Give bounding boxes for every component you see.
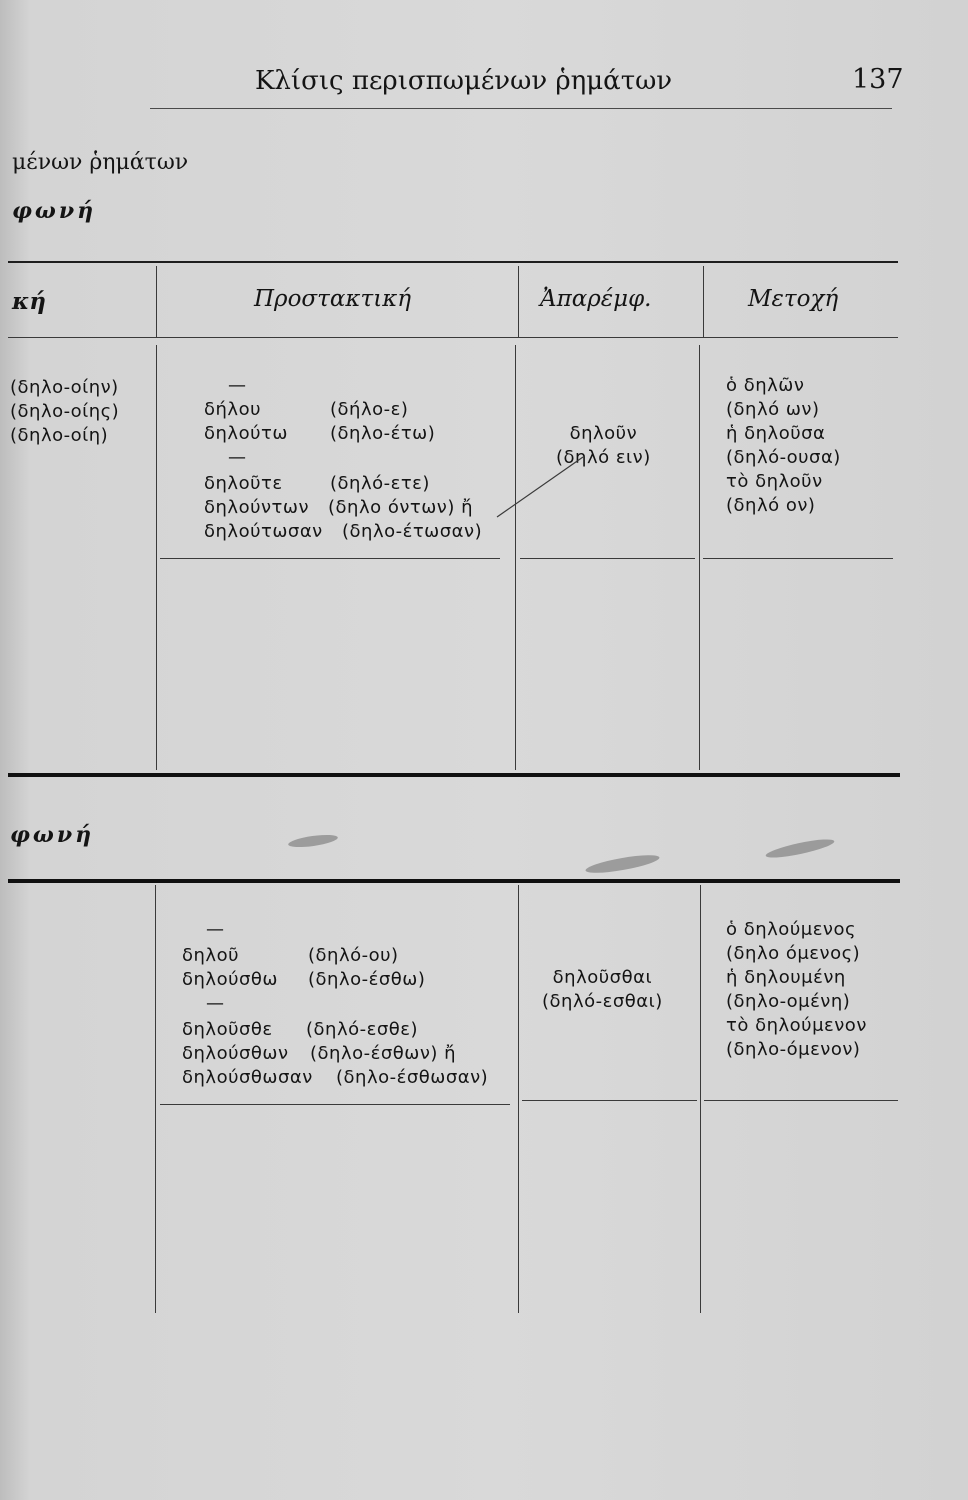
- bottom-imperative-form-2: δηλούσθω: [182, 969, 278, 990]
- top-body-divider-3: [699, 345, 700, 770]
- top-header-divider-2: [518, 266, 519, 338]
- top-inner-rule-infinitive: [520, 558, 695, 559]
- bottom-imperative-form-1: δηλοῦ: [182, 945, 240, 966]
- top-body-divider-1: [156, 345, 157, 770]
- top-inner-rule-imperative: [160, 558, 500, 559]
- bottom-imperative-analysis-2: (δηλο-έσθω): [308, 969, 426, 990]
- bottom-table-rule-top: [8, 879, 900, 883]
- top-infinitive-cell: δηλοῦν (δηλό ειν): [556, 423, 651, 468]
- top-imperative-dash-2: —: [228, 447, 247, 468]
- bottom-imperative-analysis-5: (δηλο-έσθωσαν): [336, 1067, 489, 1088]
- running-title: Κλίσις περισπωμένων ῥημάτων: [255, 66, 673, 96]
- ink-smudge-3: [765, 836, 836, 861]
- top-imperative-analysis-2: (δηλο-έτω): [330, 423, 436, 444]
- bottom-imperative-form-3: δηλοῦσθε: [182, 1019, 273, 1040]
- bottom-imperative-dash-1: —: [206, 919, 225, 940]
- bottom-imperative-analysis-4: (δηλο-έσθων) ἤ: [310, 1043, 457, 1064]
- top-imperative-form-4: δηλούντων: [204, 497, 310, 518]
- top-imperative-analysis-1: (δήλο-ε): [330, 399, 409, 420]
- column-header-infinitive: Ἀπαρέμφ.: [540, 286, 652, 312]
- connector-stroke: [495, 455, 585, 520]
- bottom-inner-rule-participle: [704, 1100, 898, 1101]
- bottom-inner-rule-imperative: [160, 1104, 510, 1105]
- bottom-imperative-form-5: δηλούσθωσαν: [182, 1067, 313, 1088]
- top-body-divider-2: [515, 345, 516, 770]
- top-imperative-analysis-5: (δηλο-έτωσαν): [342, 521, 483, 542]
- bottom-imperative-analysis-3: (δηλό-εσθε): [306, 1019, 419, 1040]
- top-imperative-form-5: δηλούτωσαν: [204, 521, 323, 542]
- bottom-body-divider-3: [700, 885, 701, 1313]
- top-left-cell: (δηλο-οίην) (δηλο-οίης) (δηλο-οίη): [10, 377, 120, 446]
- column-header-imperative: Προστακτική: [254, 286, 412, 312]
- fragment-line-1: μένων ῥημάτων: [12, 150, 189, 175]
- top-header-divider-3: [703, 266, 704, 338]
- top-table-rule-top: [8, 261, 898, 263]
- header-rule: [150, 108, 892, 109]
- top-participle-cell: ὁ δηλῶν (δηλό ων) ἡ δηλοῦσα (δηλό-ουσα) τὸ δηλοῦν (δηλό ον): [726, 375, 841, 516]
- bottom-body-divider-2: [518, 885, 519, 1313]
- column-header-left: κή: [12, 288, 46, 315]
- fragment-line-2: φωνή: [12, 198, 97, 224]
- top-table-header-rule: [8, 337, 898, 338]
- top-imperative-analysis-3: (δηλό-ετε): [330, 473, 430, 494]
- top-inner-rule-participle: [703, 558, 893, 559]
- section-separator-top: [8, 773, 900, 777]
- ink-smudge-1: [288, 833, 339, 850]
- bottom-infinitive-cell: δηλοῦσθαι (δηλό-εσθαι): [542, 967, 663, 1012]
- top-imperative-form-3: δηλοῦτε: [204, 473, 283, 494]
- bottom-participle-cell: ὁ δηλούμενος (δηλο όμενος) ἡ δηλουμένη (δηλο-ομένη) τὸ δηλούμενον (δηλο-όμενον): [726, 919, 867, 1060]
- top-imperative-form-1: δήλου: [204, 399, 262, 420]
- top-imperative-analysis-4: (δηλο όντων) ἤ: [328, 497, 474, 518]
- bottom-imperative-dash-2: —: [206, 993, 225, 1014]
- top-imperative-dash-1: —: [228, 375, 247, 396]
- ink-smudge-2: [585, 852, 661, 877]
- bottom-imperative-analysis-1: (δηλό-ου): [308, 945, 399, 966]
- bottom-inner-rule-infinitive: [522, 1100, 697, 1101]
- fragment-bottom: φωνή: [10, 822, 95, 848]
- bottom-body-divider-1: [155, 885, 156, 1313]
- bottom-imperative-form-4: δηλούσθων: [182, 1043, 289, 1064]
- top-imperative-form-2: δηλούτω: [204, 423, 288, 444]
- top-header-divider-1: [156, 266, 157, 338]
- page-number: 137: [852, 64, 904, 95]
- column-header-participle: Μετοχή: [748, 286, 839, 312]
